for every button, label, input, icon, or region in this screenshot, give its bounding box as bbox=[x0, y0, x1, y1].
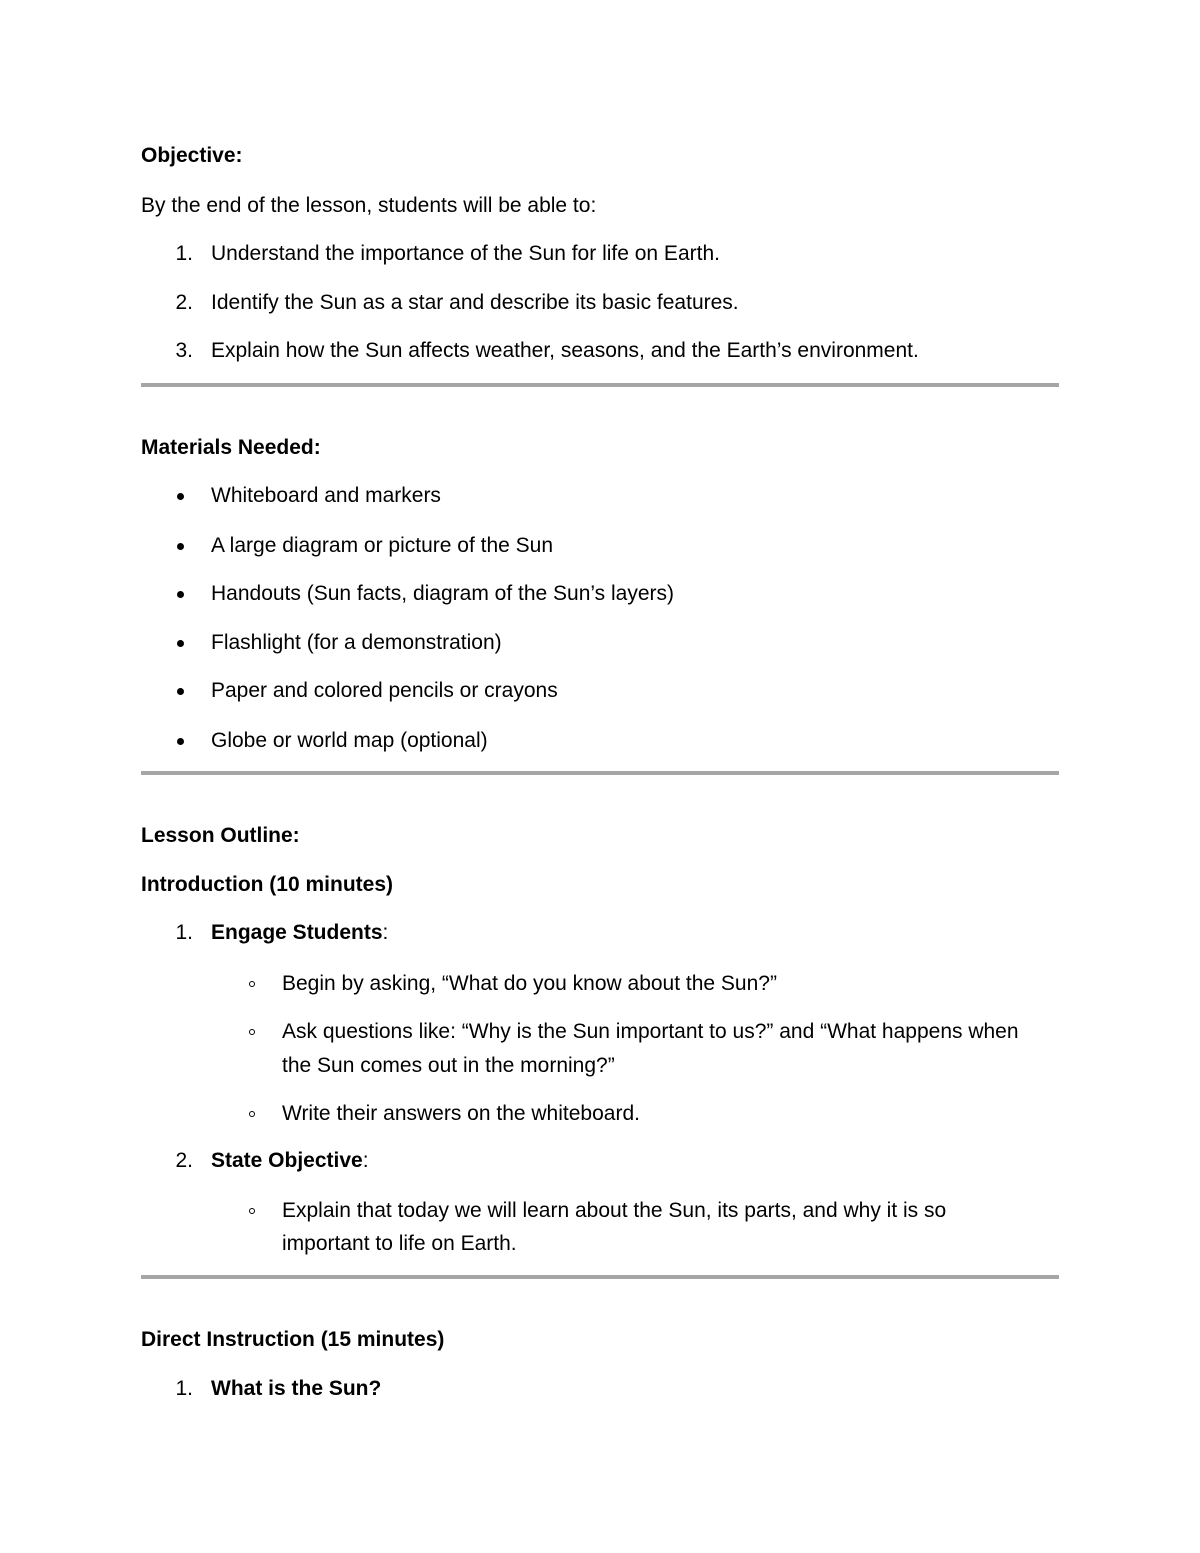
list-item: What is the Sun? bbox=[211, 1377, 382, 1400]
list-number: 2. bbox=[175, 291, 193, 314]
materials-heading: Materials Needed: bbox=[141, 436, 321, 459]
step-title bbox=[211, 1148, 369, 1174]
objective-intro: By the end of the lesson, students will be able to: bbox=[141, 194, 597, 217]
outline-heading: Lesson Outline: bbox=[141, 824, 300, 847]
circle-bullet-icon bbox=[249, 981, 255, 987]
introduction-heading: Introduction (10 minutes) bbox=[141, 873, 393, 896]
sub-list-item: Write their answers on the whiteboard. bbox=[282, 1102, 640, 1125]
list-item: Flashlight (for a demonstration) bbox=[211, 631, 502, 654]
sub-list-item-continued: the Sun comes out in the morning?” bbox=[282, 1054, 615, 1077]
list-item: A large diagram or picture of the Sun bbox=[211, 534, 554, 557]
sub-list-item: Begin by asking, “What do you know about the Sun?” bbox=[282, 972, 777, 995]
direct-instruction-heading: Direct Instruction (15 minutes) bbox=[141, 1328, 445, 1351]
circle-bullet-icon bbox=[249, 1029, 255, 1035]
list-item: Globe or world map (optional) bbox=[211, 729, 488, 752]
bullet-icon bbox=[177, 640, 184, 647]
step-title-text: State Objective bbox=[211, 1149, 363, 1172]
circle-bullet-icon bbox=[249, 1111, 255, 1117]
step-title-colon: : bbox=[382, 921, 389, 944]
sub-list-item-continued: important to life on Earth. bbox=[282, 1232, 517, 1255]
list-item: Paper and colored pencils or crayons bbox=[211, 679, 558, 702]
sub-list-item: Explain that today we will learn about the Sun, its parts, and why it is so bbox=[282, 1199, 947, 1222]
list-item: Whiteboard and markers bbox=[211, 484, 441, 507]
list-item: Understand the importance of the Sun for life on Earth. bbox=[211, 242, 720, 265]
objective-heading: Objective: bbox=[141, 144, 243, 167]
divider bbox=[141, 771, 1059, 775]
step-title-text: Engage Students bbox=[211, 921, 383, 944]
list-item: Handouts (Sun facts, diagram of the Sun’s layers) bbox=[211, 582, 675, 605]
list-item: Identify the Sun as a star and describe its basic features. bbox=[211, 291, 739, 314]
list-number: 1. bbox=[175, 1377, 193, 1400]
list-number: 1. bbox=[175, 921, 193, 944]
list-item: Explain how the Sun affects weather, seasons, and the Earth’s environment. bbox=[211, 339, 919, 362]
bullet-icon bbox=[177, 738, 184, 745]
step-title-colon: : bbox=[362, 1149, 369, 1172]
sub-list-item: Ask questions like: “Why is the Sun important to us?” and “What happens when bbox=[282, 1020, 1019, 1043]
list-number: 1. bbox=[175, 242, 193, 265]
bullet-icon bbox=[177, 493, 184, 500]
step-title bbox=[211, 920, 388, 946]
bullet-icon bbox=[177, 591, 184, 598]
divider bbox=[141, 383, 1059, 387]
bullet-icon bbox=[177, 688, 184, 695]
divider bbox=[141, 1275, 1059, 1279]
circle-bullet-icon bbox=[249, 1208, 255, 1214]
list-number: 3. bbox=[175, 339, 193, 362]
bullet-icon bbox=[177, 543, 184, 550]
list-number: 2. bbox=[175, 1149, 193, 1172]
